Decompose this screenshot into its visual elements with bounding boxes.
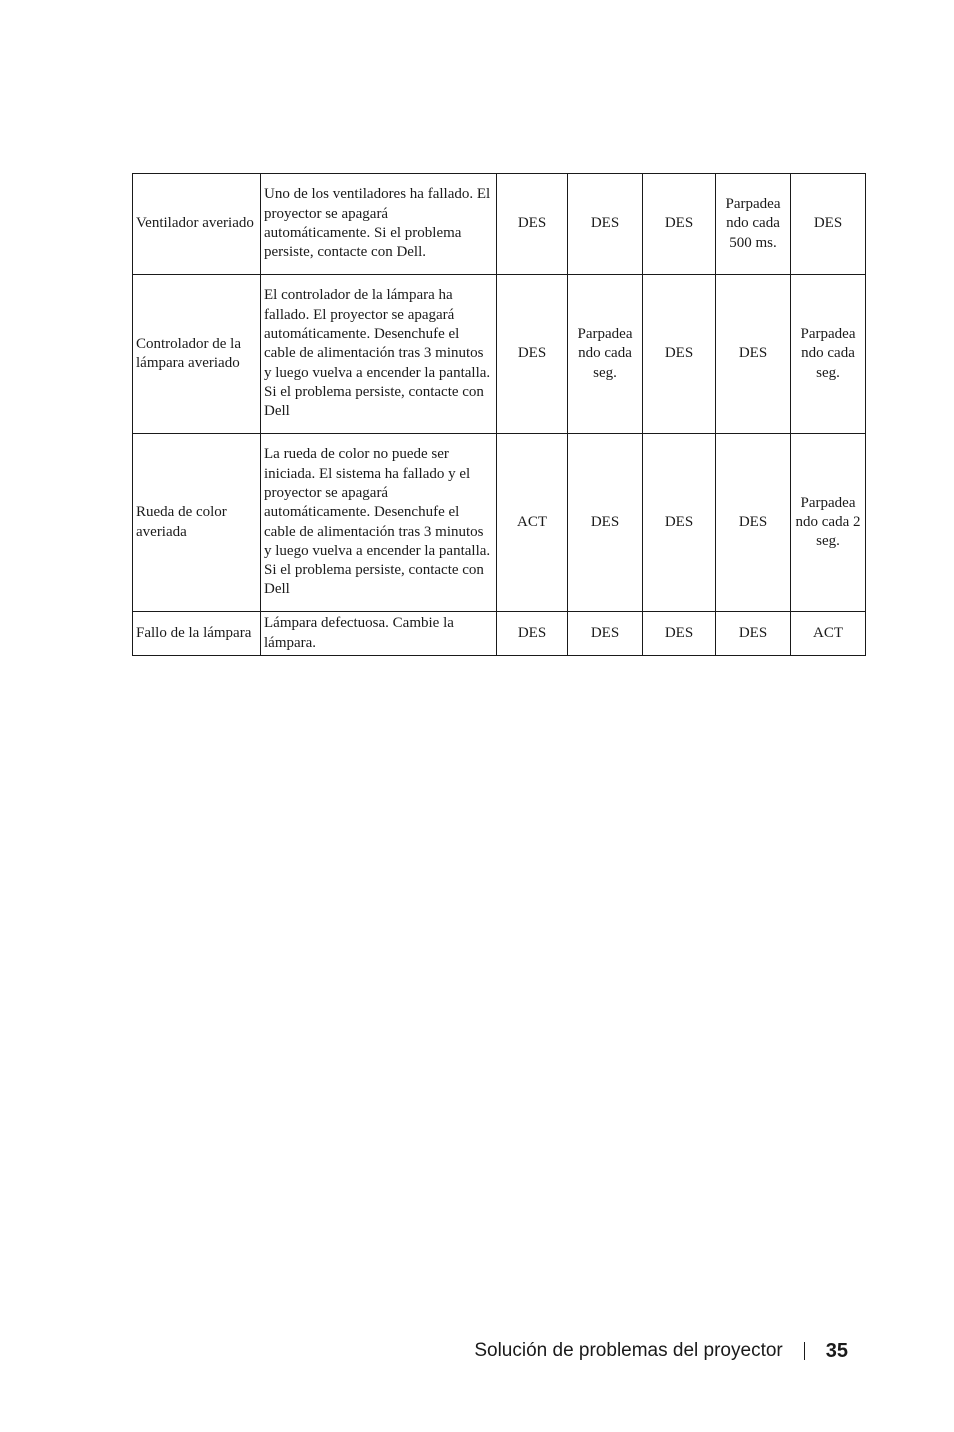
indicator-cell: DES — [643, 174, 716, 275]
indicator-cell: Parpadea ndo cada 2 seg. — [791, 434, 866, 612]
page-number: 35 — [825, 1339, 848, 1362]
table-row — [133, 275, 866, 434]
indicator-cell: DES — [497, 612, 568, 656]
indicator-cell: ACT — [791, 612, 866, 656]
table-row — [133, 174, 866, 275]
table-row — [133, 434, 866, 612]
indicator-cell: Parpadea ndo cada 500 ms. — [716, 174, 791, 275]
footer-divider — [804, 1342, 805, 1360]
indicator-cell: DES — [643, 275, 716, 434]
indicator-cell: DES — [497, 275, 568, 434]
indicator-cell: DES — [497, 174, 568, 275]
description-cell: Lámpara defectuosa. Cambie la lámpara. — [261, 612, 497, 656]
indicator-cell: DES — [643, 612, 716, 656]
problem-cell: Rueda de color averiada — [133, 434, 261, 612]
description-cell: Uno de los ventiladores ha fallado. El proyector se apagará automáticamente. Si el problema persiste, contacte con Dell. — [261, 174, 497, 275]
problem-cell: Controlador de la lámpara averiado — [133, 275, 261, 434]
indicator-cell: DES — [716, 612, 791, 656]
indicator-cell: DES — [568, 434, 643, 612]
table-row — [133, 612, 866, 656]
description-cell: El controlador de la lámpara ha fallado. El proyector se apagará automáticamente. Desenchufe el cable de alimentación tras 3 minutos y luego vuelva a encender la pantalla. Si el problema persiste, contacte con Dell — [261, 275, 497, 434]
description-cell: La rueda de color no puede ser iniciada. El sistema ha fallado y el proyector se apagará automáticamente. Desenchufe el cable de alimentación tras 3 minutos y luego vuelva a encender la pantalla. Si el problema persiste, contacte con Dell — [261, 434, 497, 612]
problem-cell: Fallo de la lámpara — [133, 612, 261, 656]
indicator-cell: DES — [568, 174, 643, 275]
indicator-cell: DES — [643, 434, 716, 612]
section-title: Solución de problemas del proyector — [474, 1340, 783, 1361]
indicator-cell: DES — [791, 174, 866, 275]
indicator-cell: DES — [716, 434, 791, 612]
indicator-cell: DES — [568, 612, 643, 656]
indicator-cell: Parpadea ndo cada seg. — [791, 275, 866, 434]
page-footer — [0, 1336, 848, 1366]
status-table — [132, 173, 866, 656]
problem-cell: Ventilador averiado — [133, 174, 261, 275]
indicator-cell: ACT — [497, 434, 568, 612]
indicator-cell: Parpadea ndo cada seg. — [568, 275, 643, 434]
indicator-cell: DES — [716, 275, 791, 434]
